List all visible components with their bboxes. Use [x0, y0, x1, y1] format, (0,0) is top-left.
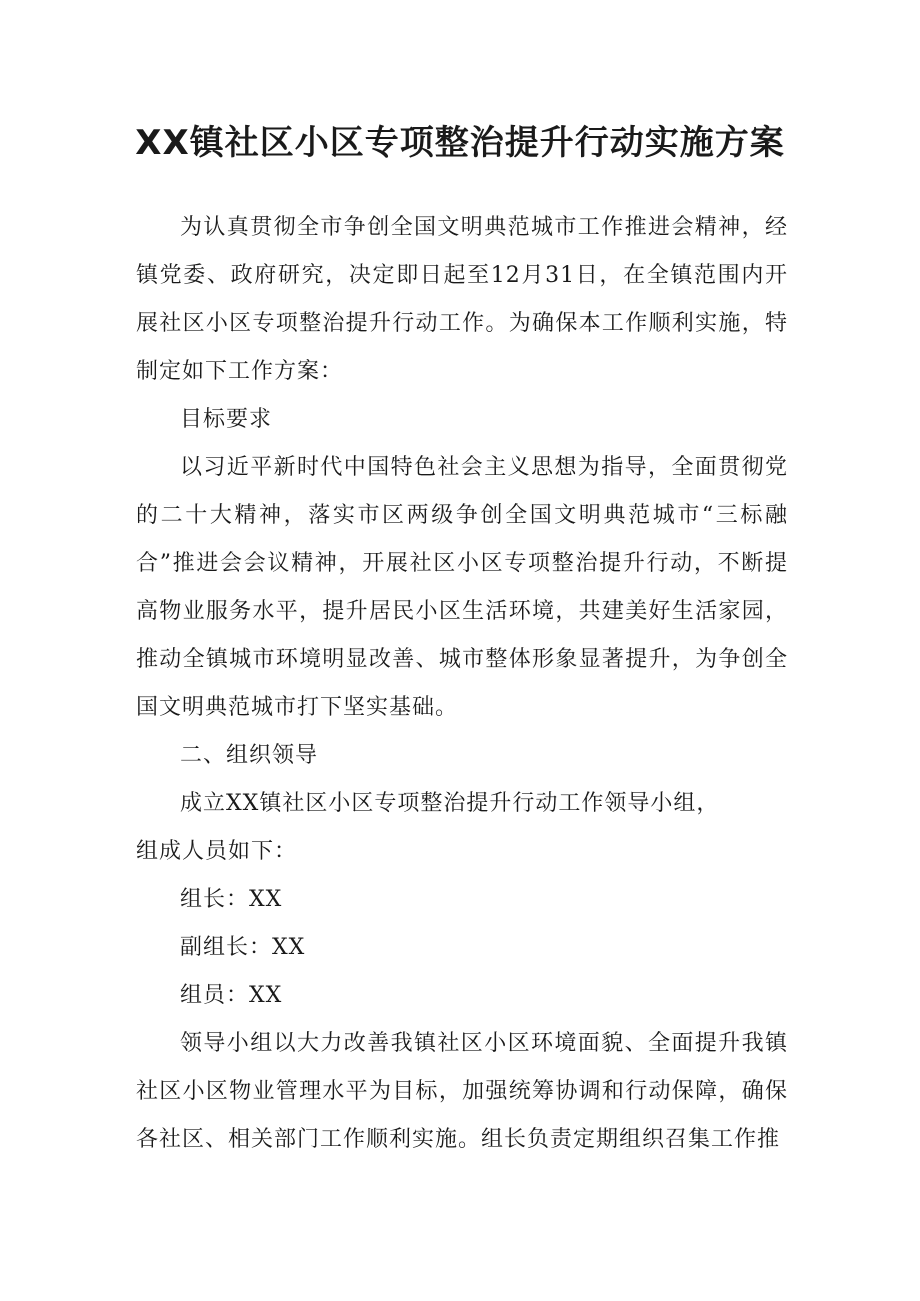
member-members: 组员：XX	[180, 983, 283, 1008]
document-title: XX镇社区小区专项整治提升行动实施方案	[135, 123, 785, 163]
paragraph-members-intro: 组成人员如下：	[136, 839, 298, 864]
document-body	[136, 204, 788, 1164]
member-leader: 组长：XX	[180, 887, 283, 912]
paragraph-goals: 以习近平新时代中国特色社会主义思想为指导，全面贯彻党的二十大精神，落实市区两级争创全国文明典范城市“三标融合”推进会会议精神，开展社区小区专项整治提升行动，不断提高物业服务水平，提升居民小区生活环境，共建美好生活家园，推动全镇城市环境明显改善、城市整体形象显著提升，为争创全国文明典范城市打下坚实基础。	[136, 455, 788, 720]
section-heading-goals: 目标要求	[180, 407, 273, 432]
member-deputy-leader: 副组长：XX	[180, 935, 306, 960]
section-heading-organization: 二、组织领导	[180, 743, 319, 768]
paragraph-intro: 为认真贯彻全市争创全国文明典范城市工作推进会精神，经镇党委、政府研究，决定即日起至12月31日，在全镇范围内开展社区小区专项整治提升行动工作。为确保本工作顺利实施，特制定如下工作方案：	[136, 215, 788, 384]
paragraph-group-duties: 领导小组以大力改善我镇社区小区环境面貌、全面提升我镇社区小区物业管理水平为目标，加强统筹协调和行动保障，确保各社区、相关部门工作顺利实施。组长负责定期组织召集工作推	[136, 1031, 788, 1152]
paragraph-group-established: 成立XX镇社区小区专项整治提升行动工作领导小组，	[180, 791, 720, 816]
